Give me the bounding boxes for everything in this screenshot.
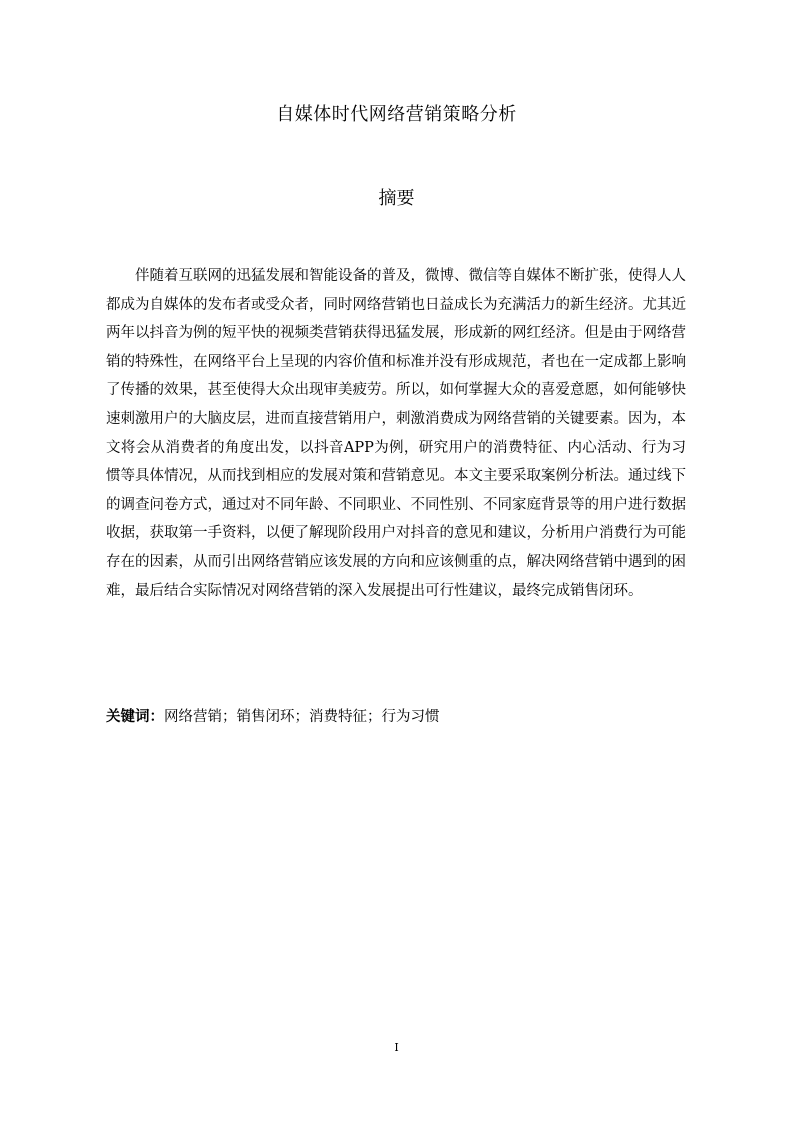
keywords-label: 关键词： bbox=[106, 709, 164, 725]
abstract-heading: 摘要 bbox=[378, 188, 415, 209]
keywords-list: 网络营销；销售闭环；消费特征；行为习惯 bbox=[164, 709, 440, 725]
keywords-line bbox=[106, 703, 686, 731]
abstract-paragraph: 伴随着互联网的迅猛发展和智能设备的普及，微博、微信等自媒体不断扩张，使得人人都成为自媒体的发布者或受众者，同时网络营销也日益成长为充满活力的新生经济。尤其近两年以抖音为例的短平快的视频类营销获得迅猛发展，形成新的网红经济。但是由于网络营销的特殊性，在网络平台上呈现的内容价值和标准并没有形成规范，者也在一定成都上影响了传播的效果，甚至使得大众出现审美疲劳。所以，如何掌握大众的喜爱意愿，如何能够快速刺激用户的大脑皮层，进而直接营销用户，刺激消费成为网络营销的关键要素。因为，本文将会从消费者的角度出发，以抖音APP为例，研究用户的消费特征、内心活动、行为习惯等具体情况，从而找到相应的发展对策和营销意见。本文主要采取案例分析法。通过线下的调查问卷方式，通过对不同年龄、不同职业、不同性别、不同家庭背景等的用户进行数据收据，获取第一手资料，以便了解现阶段用户对抖音的意见和建议，分析用户消费行为可能存在的因素，从而引出网络营销应该发展的方向和应该侧重的点，解决网络营销中遇到的困难，最后结合实际情况对网络营销的深入发展提出可行性建议，最终完成销售闭环。 bbox=[106, 268, 686, 599]
paper-title: 自媒体时代网络营销策略分析 bbox=[276, 104, 517, 125]
page-number: I bbox=[394, 1041, 399, 1054]
